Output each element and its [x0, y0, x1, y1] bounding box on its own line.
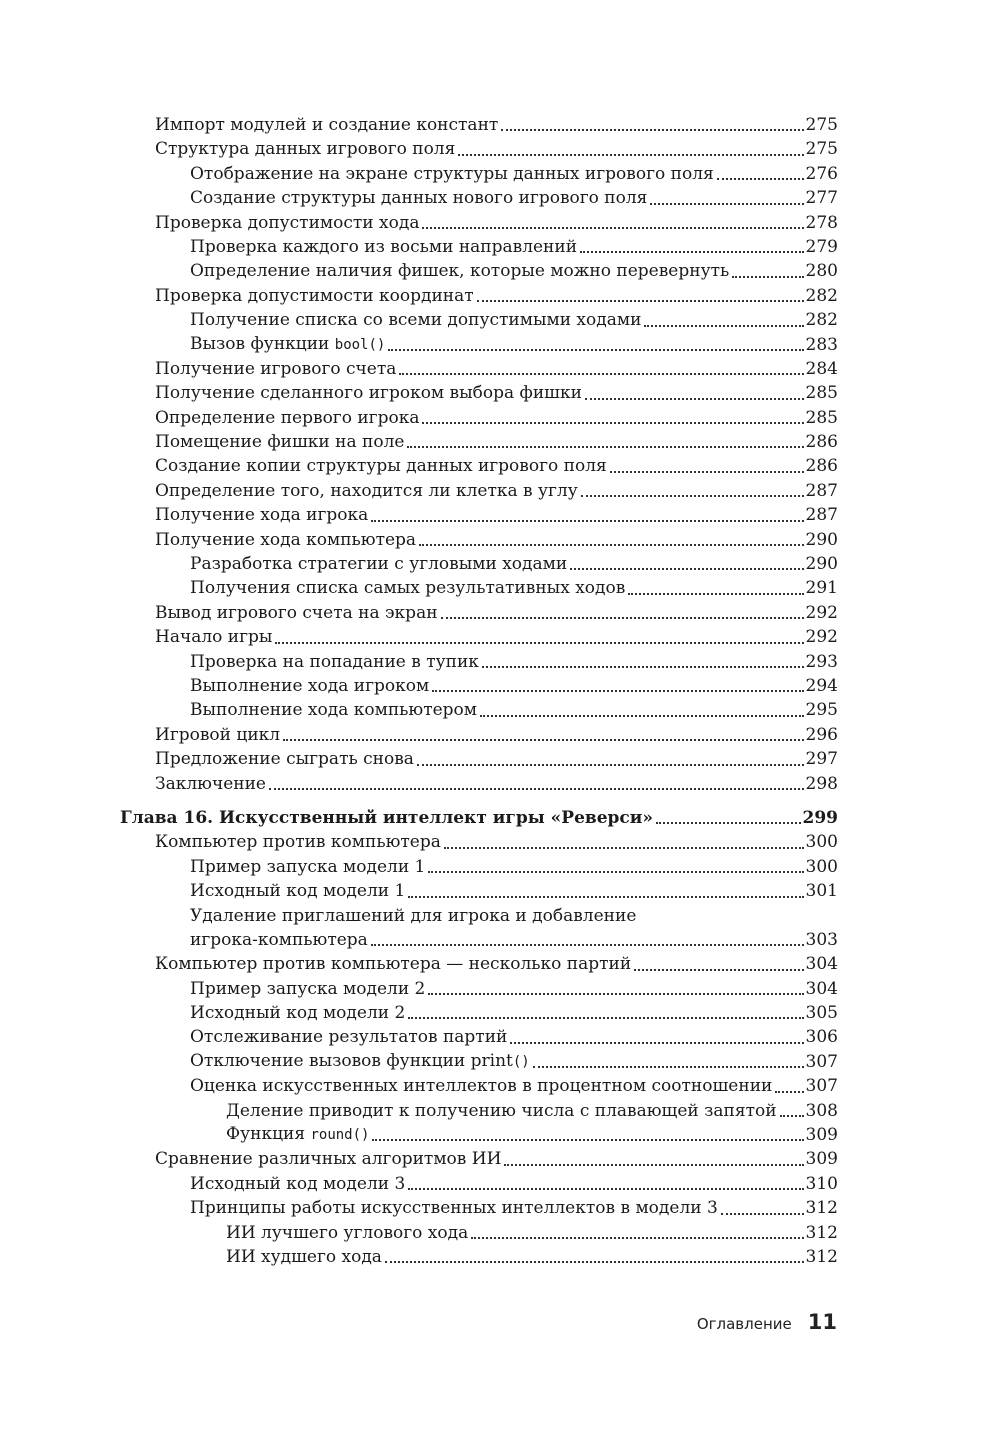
- dot-leader: [408, 1187, 803, 1190]
- dot-leader: [501, 128, 803, 131]
- toc-entry-title: Проверка допустимости координат: [155, 285, 474, 306]
- toc-entry-title: Получение хода компьютера: [155, 529, 417, 550]
- toc-entry: [120, 625, 838, 649]
- dot-leader: [650, 202, 803, 205]
- toc-entry: [120, 855, 838, 879]
- dot-leader: [422, 421, 803, 424]
- toc-entry-page: 275: [805, 139, 838, 160]
- toc-entry-page: 280: [805, 261, 838, 282]
- toc-entry: [120, 479, 838, 503]
- toc-entry-title: Определение того, находится ли клетка в углу: [155, 480, 578, 501]
- toc-entry-page: 300: [805, 856, 838, 877]
- toc-entry: [120, 503, 838, 527]
- toc-entry: [120, 1001, 838, 1025]
- dot-leader: [417, 763, 804, 766]
- dot-leader: [283, 738, 803, 741]
- toc-entry: [120, 601, 838, 625]
- toc-entry: [120, 1147, 838, 1171]
- dot-leader: [399, 372, 803, 375]
- toc-entry: [120, 259, 838, 283]
- toc-entry: [120, 284, 838, 308]
- dot-leader: [533, 1065, 804, 1068]
- toc-entry: [120, 552, 838, 576]
- toc-entry: [120, 1025, 838, 1049]
- toc-entry-title: Принципы работы искусственных интеллектов в модели 3: [190, 1198, 718, 1219]
- toc-entry-title: ИИ лучшего углового хода: [226, 1222, 469, 1243]
- toc-entry-title: Исходный код модели 3: [190, 1173, 406, 1194]
- toc-entry-title: Удаление приглашений для игрока и добавление: [190, 905, 637, 926]
- toc-entry: [120, 357, 838, 381]
- dot-leader: [428, 992, 803, 995]
- toc-entry-title: Игровой цикл: [155, 724, 281, 745]
- toc-entry: [120, 186, 838, 210]
- toc-entry: [120, 830, 838, 854]
- toc-entry-page: 290: [805, 529, 838, 550]
- dot-leader: [780, 1114, 804, 1117]
- toc-entry: [120, 308, 838, 332]
- toc-entry: [120, 650, 838, 674]
- toc-entry-page: 292: [805, 627, 838, 648]
- toc-entry-title: Импорт модулей и создание констант: [155, 114, 499, 135]
- dot-leader: [580, 250, 803, 253]
- dot-leader: [408, 1016, 803, 1019]
- toc-entry-title: Вызов функции bool(): [190, 333, 386, 354]
- toc-entry: [120, 952, 838, 976]
- toc-entry: [120, 137, 838, 161]
- toc-entry-title: Выполнение хода игроком: [190, 675, 430, 696]
- toc-entry-title: Компьютер против компьютера — несколько партий: [155, 954, 632, 975]
- toc-entry-title: Отслеживание результатов партий: [190, 1027, 508, 1048]
- toc-entry-page: 294: [805, 675, 838, 696]
- toc-entry: [120, 1172, 838, 1196]
- dot-leader: [717, 177, 804, 180]
- toc-entry-page: 296: [805, 724, 838, 745]
- toc-entry-page: 307: [805, 1076, 838, 1097]
- toc-entry-page: 300: [805, 832, 838, 853]
- page-footer: [697, 1310, 837, 1334]
- toc-entry: [120, 1099, 838, 1123]
- toc-entry-title: Исходный код модели 1: [190, 881, 406, 902]
- toc-entry: [120, 904, 838, 953]
- dot-leader: [371, 943, 804, 946]
- toc-entry-title: Создание копии структуры данных игрового поля: [155, 456, 607, 477]
- dot-leader: [570, 567, 803, 570]
- toc-entry-title: Разработка стратегии с угловыми ходами: [190, 554, 568, 575]
- toc-entry-page: 286: [805, 456, 838, 477]
- toc-entry: [120, 747, 838, 771]
- toc-entry-page: 276: [805, 163, 838, 184]
- toc-entry: [120, 454, 838, 478]
- toc-entry-page: 304: [805, 954, 838, 975]
- toc-entry-title: Глава 16. Искусственный интеллект игры «Реверси»: [120, 807, 653, 828]
- toc-entry-title: Компьютер против компьютера: [155, 832, 441, 853]
- toc-entry-page: 277: [805, 188, 838, 209]
- toc-entry-page: 310: [805, 1173, 838, 1194]
- table-of-contents: [120, 113, 838, 1269]
- toc-entry-title: Пример запуска модели 1: [190, 856, 426, 877]
- dot-leader: [585, 397, 804, 400]
- toc-entry-title: Получение игрового счета: [155, 358, 397, 379]
- toc-entry-page: 283: [805, 334, 838, 355]
- toc-entry-page: 293: [805, 651, 838, 672]
- dot-leader: [775, 1090, 803, 1093]
- toc-entry: [120, 1221, 838, 1245]
- toc-entry-page: 279: [805, 236, 838, 257]
- dot-leader: [477, 299, 804, 302]
- toc-entry-page: 287: [805, 480, 838, 501]
- toc-entry-page: 305: [805, 1003, 838, 1024]
- dot-leader: [610, 470, 804, 473]
- toc-entry-title: Отображение на экране структуры данных игрового поля: [190, 163, 714, 184]
- dot-leader: [482, 665, 804, 668]
- dot-leader: [388, 348, 803, 351]
- toc-entry-title: Создание структуры данных нового игрового поля: [190, 188, 648, 209]
- toc-entry: [120, 1123, 838, 1147]
- dot-leader: [721, 1212, 804, 1215]
- dot-leader: [480, 714, 804, 717]
- toc-entry-title: Заключение: [155, 773, 266, 794]
- toc-entry-page: 301: [805, 881, 838, 902]
- toc-entry: [120, 1196, 838, 1220]
- footer-label: Оглавление: [696, 1315, 792, 1333]
- toc-entry-page: 304: [805, 978, 838, 999]
- dot-leader: [432, 689, 803, 692]
- toc-entry-title: Предложение сыграть снова: [155, 749, 414, 770]
- toc-entry-title: Начало игры: [155, 627, 273, 648]
- toc-entry-page: 297: [805, 749, 838, 770]
- toc-entry-title: Оценка искусственных интеллектов в процентном соотношении: [190, 1076, 773, 1097]
- dot-leader: [732, 275, 803, 278]
- dot-leader: [419, 543, 803, 546]
- dot-leader: [407, 445, 803, 448]
- toc-entry: [120, 162, 838, 186]
- toc-entry: [120, 528, 838, 552]
- toc-entry: [120, 576, 838, 600]
- toc-entry-page: 306: [805, 1027, 838, 1048]
- toc-entry: [120, 698, 838, 722]
- dot-leader: [371, 519, 803, 522]
- toc-entry-title: Функция round(): [226, 1124, 370, 1144]
- toc-entry-title: Структура данных игрового поля: [155, 139, 456, 160]
- toc-entry-page: 285: [805, 383, 838, 404]
- toc-entry-title: Сравнение различных алгоритмов ИИ: [155, 1149, 502, 1170]
- toc-entry-title: Выполнение хода компьютером: [190, 700, 478, 721]
- toc-entry: [120, 430, 838, 454]
- dot-leader: [504, 1163, 803, 1166]
- toc-entry-page: 282: [805, 285, 838, 306]
- toc-entry: [120, 772, 838, 796]
- dot-leader: [372, 1138, 803, 1141]
- toc-entry-page: 278: [805, 212, 838, 233]
- dot-leader: [269, 787, 804, 790]
- dot-leader: [441, 616, 804, 619]
- toc-entry: [120, 381, 838, 405]
- toc-entry: [120, 674, 838, 698]
- dot-leader: [444, 846, 804, 849]
- dot-leader: [385, 1260, 804, 1263]
- dot-leader: [656, 821, 801, 824]
- dot-leader: [408, 895, 803, 898]
- toc-entry-title: Проверка на попадание в тупик: [190, 651, 479, 672]
- toc-entry-title: Определение первого игрока: [155, 407, 420, 428]
- toc-entry-title: Проверка допустимости хода: [155, 212, 420, 233]
- dot-leader: [634, 968, 803, 971]
- toc-entry-page: 312: [805, 1222, 838, 1243]
- dot-leader: [428, 870, 803, 873]
- toc-entry: [120, 211, 838, 235]
- toc-entry-page: 312: [805, 1198, 838, 1219]
- toc-entry-page: 292: [805, 602, 838, 623]
- toc-entry-code: bool(): [334, 336, 386, 353]
- dot-leader: [471, 1236, 803, 1239]
- toc-entry: [120, 723, 838, 747]
- toc-entry-title: Получения списка самых результативных ходов: [190, 578, 626, 599]
- toc-entry-code: (): [512, 1053, 530, 1070]
- toc-entry: [120, 1050, 838, 1074]
- dot-leader: [275, 641, 803, 644]
- dot-leader: [644, 324, 803, 327]
- toc-entry-title: Исходный код модели 2: [190, 1003, 406, 1024]
- toc-entry-page: 307: [805, 1051, 838, 1072]
- dot-leader: [458, 153, 803, 156]
- toc-entry-title: Деление приводит к получению числа с плавающей запятой: [226, 1100, 777, 1121]
- toc-entry-page: 285: [805, 407, 838, 428]
- toc-entry-page: 295: [805, 700, 838, 721]
- toc-entry: [120, 879, 838, 903]
- toc-entry-page: 282: [805, 310, 838, 331]
- toc-entry-page: 275: [805, 114, 838, 135]
- toc-entry-page: 309: [805, 1149, 838, 1170]
- toc-entry-title: Отключение вызовов функции print(): [190, 1050, 530, 1071]
- toc-entry: [120, 113, 838, 137]
- toc-entry-page: 291: [805, 578, 838, 599]
- page-number: 11: [807, 1310, 837, 1334]
- toc-entry: [120, 235, 838, 259]
- toc-entry-page: 312: [805, 1246, 838, 1267]
- toc-entry-title: Пример запуска модели 2: [190, 978, 426, 999]
- toc-entry-title: Вывод игрового счета на экран: [155, 602, 438, 623]
- dot-leader: [628, 592, 803, 595]
- toc-entry-page: 290: [805, 554, 838, 575]
- toc-entry-title: ИИ худшего хода: [226, 1246, 382, 1267]
- toc-entry: [120, 1074, 838, 1098]
- toc-entry-title: Проверка каждого из восьми направлений: [190, 236, 578, 257]
- dot-leader: [510, 1041, 803, 1044]
- toc-entry-page: 308: [805, 1100, 838, 1121]
- toc-entry-page: 287: [805, 505, 838, 526]
- toc-entry-page: 284: [805, 358, 838, 379]
- toc-entry-title: Получение сделанного игроком выбора фишки: [155, 383, 582, 404]
- toc-entry-title: Получение списка со всеми допустимыми ходами: [190, 310, 642, 331]
- toc-entry: [120, 406, 838, 430]
- toc-entry-page: 299: [802, 807, 838, 828]
- toc-entry-page: 298: [805, 773, 838, 794]
- toc-entry-title: игрока-компьютера: [190, 929, 368, 950]
- toc-entry-title: Помещение фишки на поле: [155, 432, 405, 453]
- toc-entry-page: 309: [805, 1125, 838, 1145]
- toc-entry-page: 303: [805, 929, 838, 950]
- toc-entry: [120, 333, 838, 357]
- toc-entry-page: 286: [805, 432, 838, 453]
- toc-entry-code: round(): [310, 1127, 370, 1143]
- toc-entry: [120, 977, 838, 1001]
- toc-entry-title: Получение хода игрока: [155, 505, 369, 526]
- toc-entry-title: Определение наличия фишек, которые можно перевернуть: [190, 261, 730, 282]
- dot-leader: [581, 494, 804, 497]
- dot-leader: [422, 226, 803, 229]
- toc-entry: [120, 1245, 838, 1269]
- toc-chapter-entry: [120, 806, 838, 830]
